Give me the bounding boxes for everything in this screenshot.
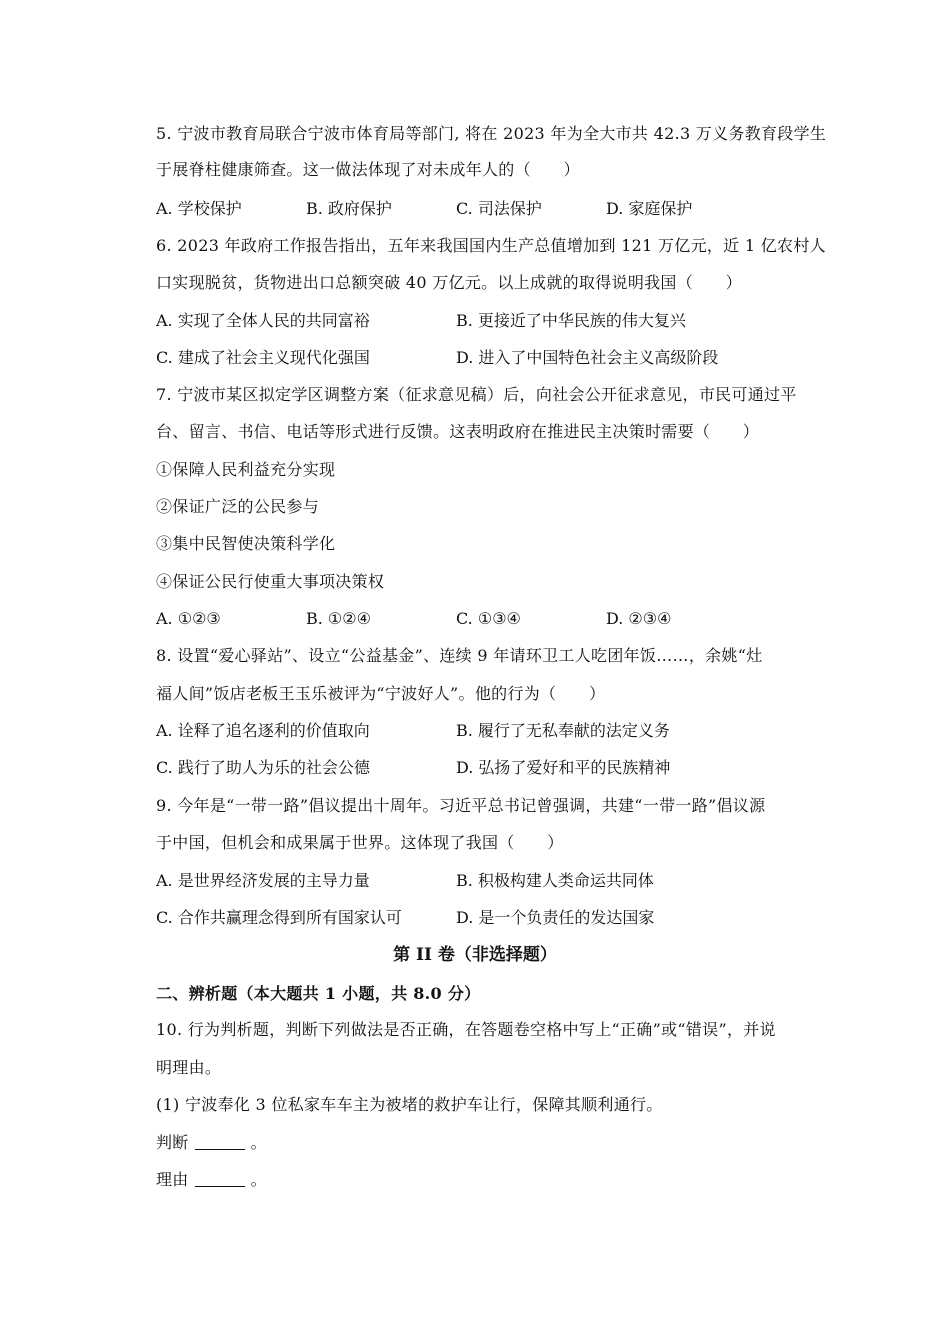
q9-option-a: A. 是世界经济发展的主导力量 [156,871,370,890]
q7-option-c: C. ①③④ [456,609,521,628]
q9-option-d: D. 是一个负责任的发达国家 [456,908,655,927]
q8-option-d: D. 弘扬了爱好和平的民族精神 [456,758,671,777]
judge-label: 判断 [156,1133,189,1152]
reason-label: 理由 [156,1170,189,1189]
q5-option-c: C. 司法保护 [456,199,542,218]
q5-option-d: D. 家庭保护 [606,199,693,218]
section-heading: 二、辨析题（本大题共 1 小题，共 8.0 分） [156,984,481,1003]
q9-stem-line2: 于中国，但机会和成果属于世界。这体现了我国（ ） [156,833,564,852]
q7-option-a: A. ①②③ [156,609,221,628]
q5-stem-line1: 5. 宁波市教育局联合宁波市体育局等部门, 将在 2023 年为全大市共 42.3 万义务教育段学生 [156,124,827,143]
q6-option-d: D. 进入了中国特色社会主义高级阶段 [456,348,719,367]
judge-answer-blank[interactable] [195,1135,245,1150]
q5-stem-line2: 于展脊柱健康筛查。这一做法体现了对未成年人的（ ） [156,160,580,179]
q10-subquestion-1: (1) 宁波奉化 3 位私家车车主为被堵的救护车让行，保障其顺利通行。 [156,1095,663,1114]
q10-stem-line1: 10. 行为判析题，判断下列做法是否正确，在答题卷空格中写上“正确”或“错误”，并说 [156,1020,776,1039]
q8-option-c: C. 践行了助人为乐的社会公德 [156,758,370,777]
q7-stem-line1: 7. 宁波市某区拟定学区调整方案（征求意见稿）后，向社会公开征求意见，市民可通过平 [156,385,797,404]
q7-item-3: ③集中民智使决策科学化 [156,534,336,553]
q6-option-b: B. 更接近了中华民族的伟大复兴 [456,311,686,330]
reason-answer-blank[interactable] [195,1172,245,1187]
q8-option-b: B. 履行了无私奉献的法定义务 [456,721,670,740]
q7-item-4: ④保证公民行使重大事项决策权 [156,572,385,591]
q7-item-2: ②保证广泛的公民参与 [156,497,320,516]
q9-option-c: C. 合作共赢理念得到所有国家认可 [156,908,402,927]
q5-option-a: A. 学校保护 [156,199,242,218]
q10-stem-line2: 明理由。 [156,1058,222,1077]
q5-option-b: B. 政府保护 [306,199,392,218]
q9-stem-line1: 9. 今年是“一带一路”倡议提出十周年。习近平总书记曾强调，共建“一带一路”倡议源 [156,796,766,815]
judge-end-mark: 。 [250,1133,267,1152]
q7-stem-line2: 台、留言、书信、电话等形式进行反馈。这表明政府在推进民主决策时需要（ ） [156,422,760,441]
judge-row [156,1133,836,1153]
section-title: 第 II 卷（非选择题） [393,945,557,965]
reason-end-mark: 。 [250,1170,267,1189]
q6-stem-line1: 6. 2023 年政府工作报告指出，五年来我国国内生产总值增加到 121 万亿元，近 1 亿农村人 [156,236,826,255]
q7-option-b: B. ①②④ [306,609,371,628]
q9-option-b: B. 积极构建人类命运共同体 [456,871,654,890]
q6-stem-line2: 口实现脱贫，货物进出口总额突破 40 万亿元。以上成就的取得说明我国（ ） [156,273,742,292]
q8-stem-line2: 福人间”饭店老板王玉乐被评为“宁波好人”。他的行为（ ） [156,684,606,703]
reason-row [156,1170,836,1190]
q7-option-d: D. ②③④ [606,609,672,628]
q8-stem-line1: 8. 设置“爱心驿站”、设立“公益基金”、连续 9 年请环卫工人吃团年饭……，余姚“灶 [156,646,763,665]
q8-option-a: A. 诠释了追名逐利的价值取向 [156,721,370,740]
q6-option-a: A. 实现了全体人民的共同富裕 [156,311,370,330]
q7-item-1: ①保障人民利益充分实现 [156,460,336,479]
q6-option-c: C. 建成了社会主义现代化强国 [156,348,370,367]
